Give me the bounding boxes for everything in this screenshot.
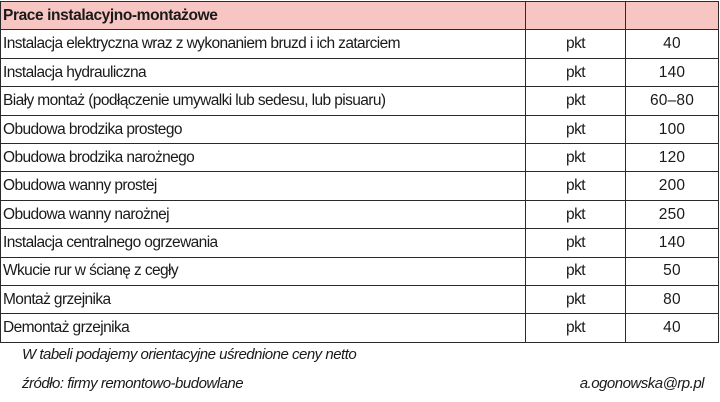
table-row <box>1 285 719 313</box>
row-price: 200 <box>626 172 719 200</box>
row-unit: pkt <box>526 314 626 342</box>
row-name: Obudowa wanny prostej <box>1 172 526 200</box>
row-price: 50 <box>626 257 719 285</box>
row-unit: pkt <box>526 229 626 257</box>
table-row <box>1 115 719 143</box>
table-row <box>1 30 719 58</box>
row-name: Instalacja centralnego ogrzewania <box>1 229 526 257</box>
row-price: 80 <box>626 285 719 313</box>
row-unit: pkt <box>526 143 626 171</box>
row-name: Instalacja elektryczna wraz z wykonaniem bruzd i ich zatarciem <box>1 30 526 58</box>
row-unit: pkt <box>526 58 626 86</box>
row-name: Obudowa wanny narożnej <box>1 200 526 228</box>
row-price: 40 <box>626 30 719 58</box>
row-name: Montaż grzejnika <box>1 285 526 313</box>
row-price: 140 <box>626 229 719 257</box>
row-unit: pkt <box>526 285 626 313</box>
source-note: źródło: firmy remontowo-budowlane <box>22 375 244 392</box>
row-name: Obudowa brodzika prostego <box>1 115 526 143</box>
row-unit: pkt <box>526 257 626 285</box>
row-name: Obudowa brodzika narożnego <box>1 143 526 171</box>
price-table <box>0 1 719 343</box>
table-title: Prace instalacyjno-montażowe <box>1 2 526 30</box>
table-row <box>1 87 719 115</box>
row-price: 120 <box>626 143 719 171</box>
averaged-prices-note: W tabeli podajemy orientacyjne uśrednione ceny netto <box>22 346 357 363</box>
row-unit: pkt <box>526 30 626 58</box>
row-price: 140 <box>626 58 719 86</box>
row-price: 100 <box>626 115 719 143</box>
table-row <box>1 229 719 257</box>
table-row <box>1 172 719 200</box>
table-row <box>1 200 719 228</box>
author-email: a.ogonowska@rp.pl <box>579 375 704 392</box>
row-name: Instalacja hydrauliczna <box>1 58 526 86</box>
row-unit: pkt <box>526 115 626 143</box>
header-price-cell <box>626 2 719 30</box>
row-unit: pkt <box>526 172 626 200</box>
row-price: 60–80 <box>626 87 719 115</box>
row-price: 250 <box>626 200 719 228</box>
row-name: Biały montaż (podłączenie umywalki lub sedesu, lub pisuaru) <box>1 87 526 115</box>
table-header-row <box>1 2 719 30</box>
table-row <box>1 314 719 342</box>
row-unit: pkt <box>526 200 626 228</box>
table-row <box>1 257 719 285</box>
row-price: 40 <box>626 314 719 342</box>
table-row <box>1 58 719 86</box>
table-row <box>1 143 719 171</box>
row-name: Wkucie rur w ścianę z cegły <box>1 257 526 285</box>
row-unit: pkt <box>526 87 626 115</box>
header-unit-cell <box>526 2 626 30</box>
row-name: Demontaż grzejnika <box>1 314 526 342</box>
